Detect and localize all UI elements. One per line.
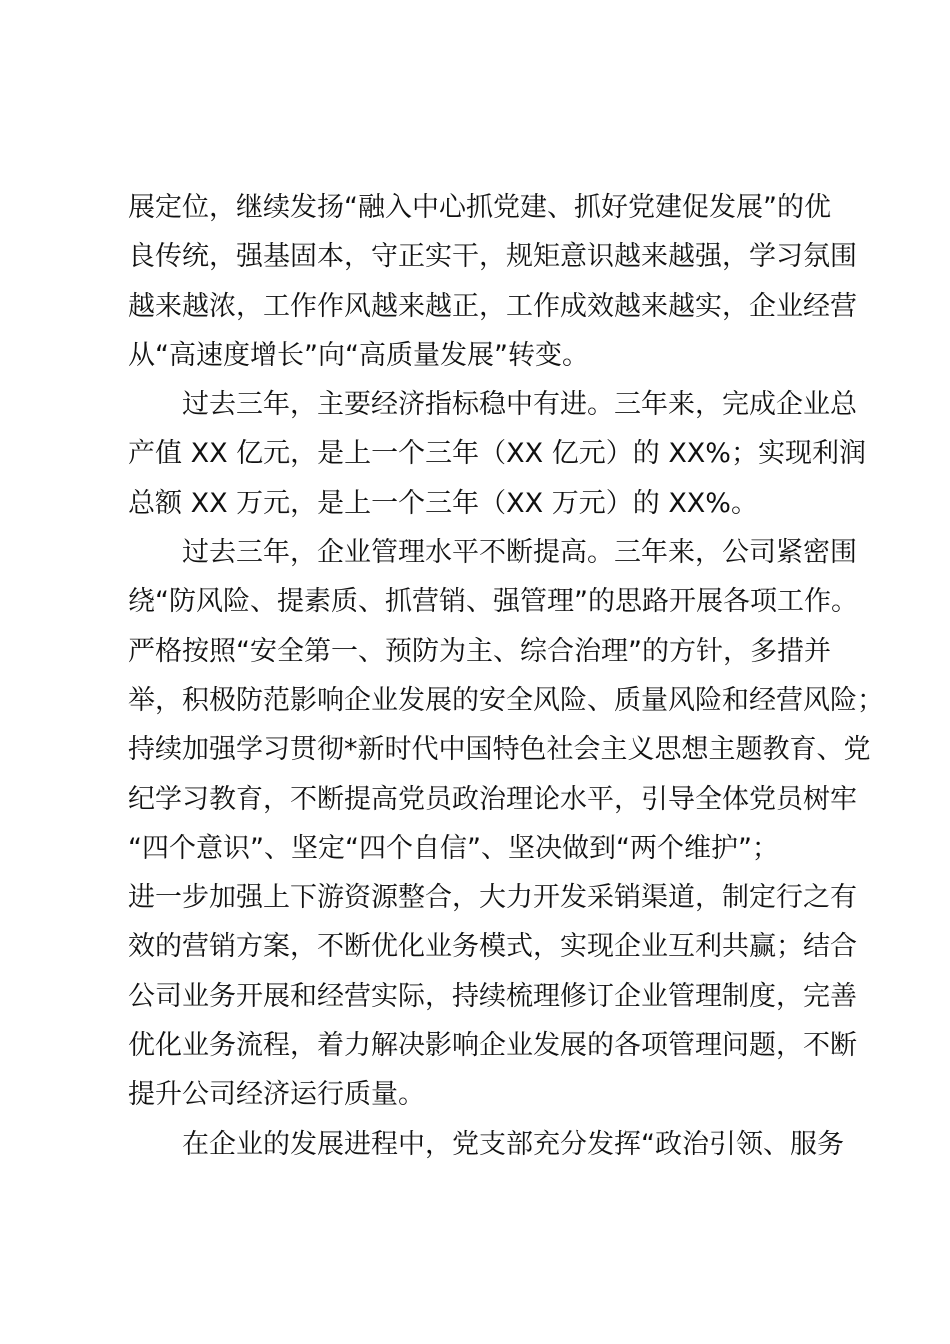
- paragraph-first-line: 过去三年，企业管理水平不断提高。三年来，公司紧密围: [182, 537, 857, 569]
- text-line: 良传统，强基固本，守正实干，规矩意识越来越强，学习氛围: [128, 241, 857, 273]
- paragraph-first-line: 在企业的发展进程中，党支部充分发挥“政治引领、服务: [182, 1128, 844, 1160]
- body-text: [128, 183, 884, 1169]
- text-line: 持续加强学习贯彻*新时代中国特色社会主义思想主题教育、党: [128, 734, 871, 766]
- text-line: 提升公司经济运行质量。: [128, 1079, 425, 1111]
- text-line: 公司业务开展和经营实际，持续梳理修订企业管理制度，完善: [128, 980, 857, 1012]
- text-line: 进一步加强上下游资源整合，大力开发采销渠道，制定行之有: [128, 882, 857, 914]
- paragraph-first-line: 过去三年，主要经济指标稳中有进。三年来，完成企业总: [182, 389, 857, 421]
- text-line: “四个意识”、坚定“四个自信”、坚决做到“两个维护”；: [128, 832, 779, 864]
- text-line: 效的营销方案，不断优化业务模式，实现企业互利共赢；结合: [128, 931, 857, 963]
- text-line: 从“高速度增长”向“高质量发展”转变。: [128, 339, 589, 371]
- text-line: 优化业务流程，着力解决影响企业发展的各项管理问题，不断: [128, 1030, 857, 1062]
- text-line: 展定位，继续发扬“融入中心抓党建、抓好党建促发展”的优: [128, 192, 831, 223]
- text-line: 绕“防风险、提素质、抓营销、强管理”的思路开展各项工作。: [128, 586, 858, 618]
- text-line: 严格按照“安全第一、预防为主、综合治理”的方针，多措并: [128, 635, 831, 667]
- text-line: 纪学习教育，不断提高党员政治理论水平，引导全体党员树牢: [128, 783, 857, 815]
- text-line: 产值 XX 亿元，是上一个三年（XX 亿元）的 XX%；实现利润: [128, 438, 866, 470]
- text-line: 举，积极防范影响企业发展的安全风险、质量风险和经营风险；: [128, 684, 884, 716]
- text-line: 总额 XX 万元，是上一个三年（XX 万元）的 XX%。: [128, 487, 758, 519]
- text-line: 越来越浓，工作作风越来越正，工作成效越来越实，企业经营: [128, 290, 857, 322]
